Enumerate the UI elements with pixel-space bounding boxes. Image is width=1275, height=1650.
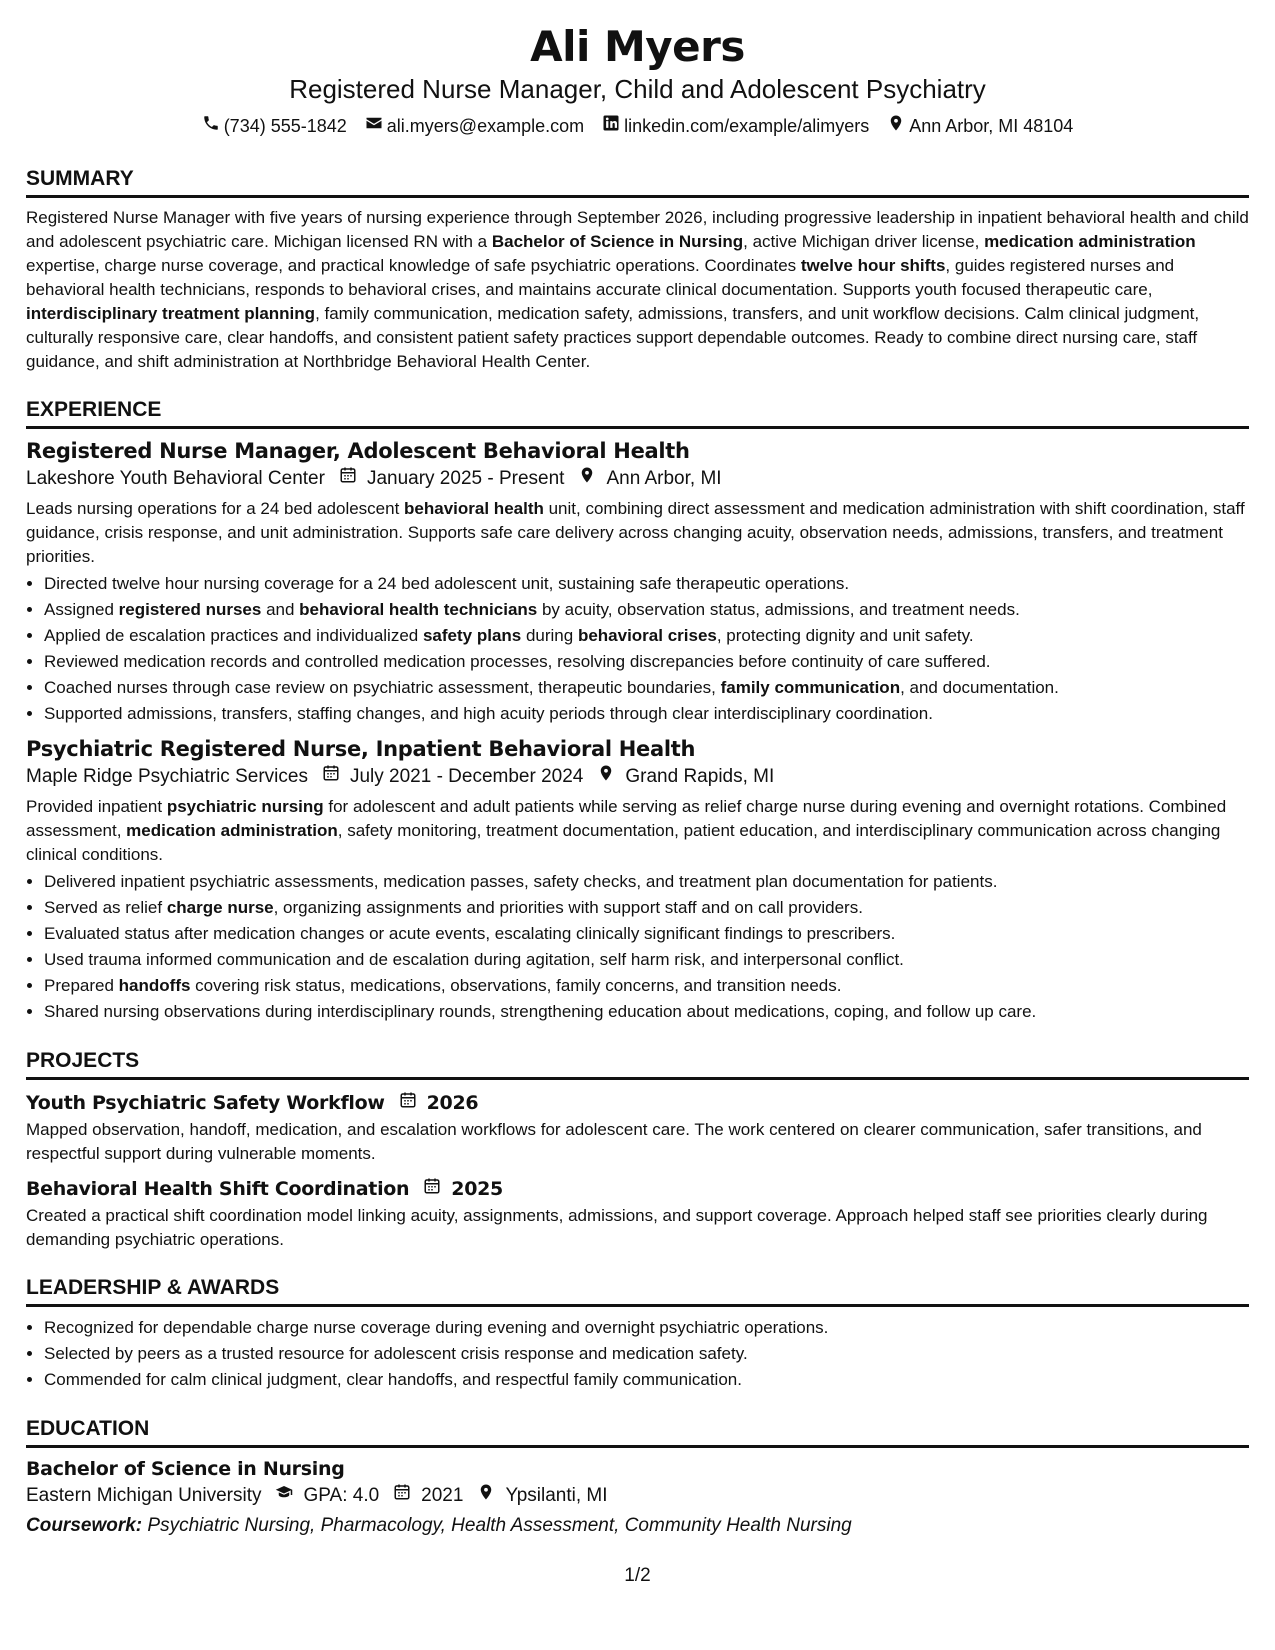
list-item: • Selected by peers as a trusted resource for adolescent crisis response and medication safety. bbox=[44, 1341, 1249, 1367]
summary-text: Registered Nurse Manager with five years of nursing experience through September 2026, including progressive leadership in inpatient behavioral health and child and adolescent psychiatric care. Michigan licensed RN with a Bachelor of Science in Nursing, active Michigan driver license, medication administration expertise, charge nurse coverage, and practical knowledge of safe psychiatric operations. Coordinates twelve hour shifts, guides registered nurses and behavioral health technicians, responds to behavioral crises, and maintains accurate clinical documentation. Supports youth focused therapeutic care, interdisciplinary treatment planning, family communication, medication safety, admissions, transfers, and unit workflow decisions. Calm clinical judgment, culturally responsive care, clear handoffs, and consistent patient safety practices support dependable outcomes. Ready to combine direct nursing care, staff guidance, and shift administration at Northbridge Behavioral Health Center. bbox=[26, 208, 1249, 371]
job-dates: January 2025 - Present bbox=[366, 468, 565, 489]
map-pin-icon bbox=[887, 113, 905, 139]
project-entry bbox=[26, 1176, 1249, 1252]
list-item: • Reviewed medication records and controlled medication processes, resolving discrepancies before continuity of care suffered. bbox=[44, 649, 1249, 675]
project-year: 2025 bbox=[451, 1178, 503, 1200]
projects-section bbox=[26, 1047, 1249, 1252]
leadership-list bbox=[26, 1315, 1249, 1393]
calendar-icon bbox=[419, 1176, 441, 1202]
calendar-icon bbox=[395, 1090, 417, 1116]
phone-text: (734) 555-1842 bbox=[223, 116, 347, 136]
list-item: • Supported admissions, transfers, staffing changes, and high acuity periods through clear interdisciplinary coordination. bbox=[44, 701, 1249, 727]
job-dates: July 2021 - December 2024 bbox=[349, 766, 584, 787]
linkedin-text: linkedin.com/example/alimyers bbox=[624, 116, 870, 136]
resume-page bbox=[26, 20, 1249, 1540]
section-title: LEADERSHIP & AWARDS bbox=[26, 1274, 1249, 1307]
list-item: • Served as relief charge nurse, organizing assignments and priorities with support staff and on call providers. bbox=[44, 895, 1249, 921]
project-title: Youth Psychiatric Safety Workflow bbox=[26, 1092, 385, 1114]
project-description: Mapped observation, handoff, medication, and escalation workflows for adolescent care. The work centered on clearer communication, safer transitions, and respectful support during vulnerable moments. bbox=[26, 1120, 1202, 1163]
contact-location bbox=[887, 113, 1073, 139]
contact-linkedin[interactable] bbox=[602, 113, 869, 139]
coursework-list: Psychiatric Nursing, Pharmacology, Health Assessment, Community Health Nursing bbox=[147, 1515, 852, 1536]
list-item: • Applied de escalation practices and individualized safety plans during behavioral crises, protecting dignity and unit safety. bbox=[44, 623, 1249, 649]
job-location: Grand Rapids, MI bbox=[625, 766, 775, 787]
list-item: • Commended for calm clinical judgment, clear handoffs, and respectful family communication. bbox=[44, 1367, 1249, 1393]
coursework bbox=[26, 1512, 1249, 1540]
list-item: • Recognized for dependable charge nurse coverage during evening and overnight psychiatric operations. bbox=[44, 1315, 1249, 1341]
list-item: • Coached nurses through case review on psychiatric assessment, therapeutic boundaries, family communication, and documentation. bbox=[44, 675, 1249, 701]
list-item: • Prepared handoffs covering risk status, medications, observations, family concerns, and transition needs. bbox=[44, 973, 1249, 999]
job-bullets bbox=[26, 571, 1249, 727]
job-description: Provided inpatient psychiatric nursing for adolescent and adult patients while serving as relief charge nurse during evening and overnight rotations. Combined assessment, medication administration, safety monitoring, treatment documentation, patient education, and interdisciplinary communication across changing clinical conditions. bbox=[26, 797, 1227, 864]
contact-phone[interactable] bbox=[202, 113, 347, 139]
leadership-section bbox=[26, 1274, 1249, 1393]
contact-email[interactable] bbox=[365, 113, 584, 139]
list-item: • Shared nursing observations during interdisciplinary rounds, strengthening education about medications, coping, and follow up care. bbox=[44, 999, 1249, 1025]
email-text: ali.myers@example.com bbox=[386, 116, 585, 136]
job-meta bbox=[26, 465, 1249, 493]
project-description: Created a practical shift coordination model linking acuity, assignments, admissions, and support coverage. Approach helped staff see priorities clearly during demanding psychiatric operations. bbox=[26, 1206, 1208, 1249]
section-title: EXPERIENCE bbox=[26, 396, 1249, 429]
job-description: Leads nursing operations for a 24 bed adolescent behavioral health unit, combining direct assessment and medication administration with shift coordination, staff guidance, crisis response, and unit administration. Supports safe care delivery across changing acuity, observation needs, admissions, transfers, and treatment priorities. bbox=[26, 499, 1245, 566]
list-item: • Used trauma informed communication and de escalation during agitation, self harm risk, and interpersonal conflict. bbox=[44, 947, 1249, 973]
map-pin-icon bbox=[593, 763, 615, 791]
page-number: 1/2 bbox=[624, 1565, 651, 1586]
location-text: Ann Arbor, MI 48104 bbox=[909, 116, 1074, 136]
coursework-label: Coursework: bbox=[26, 1515, 143, 1536]
job-organization: Maple Ridge Psychiatric Services bbox=[26, 766, 308, 787]
contact-bar bbox=[26, 113, 1249, 139]
job-title: Registered Nurse Manager, Adolescent Behavioral Health bbox=[26, 439, 690, 463]
map-pin-icon bbox=[574, 465, 596, 493]
list-item: • Delivered inpatient psychiatric assessments, medication passes, safety checks, and treatment plan documentation for patients. bbox=[44, 869, 1249, 895]
envelope-icon bbox=[365, 113, 383, 139]
education-meta bbox=[26, 1482, 1249, 1510]
project-header bbox=[26, 1090, 1249, 1116]
project-year: 2026 bbox=[426, 1092, 479, 1114]
graduation-cap-icon bbox=[271, 1482, 293, 1510]
job-organization: Lakeshore Youth Behavioral Center bbox=[26, 468, 325, 489]
candidate-headline: Registered Nurse Manager, Child and Adolescent Psychiatry bbox=[289, 74, 986, 104]
job-entry bbox=[26, 437, 1249, 727]
list-item: • Evaluated status after medication changes or acute events, escalating clinically significant findings to prescribers. bbox=[44, 921, 1249, 947]
calendar-icon bbox=[335, 465, 357, 493]
section-title: SUMMARY bbox=[26, 165, 1249, 198]
gpa-text: GPA: 4.0 bbox=[303, 1485, 380, 1506]
project-header bbox=[26, 1176, 1249, 1202]
job-bullets bbox=[26, 869, 1249, 1025]
school-name: Eastern Michigan University bbox=[26, 1485, 262, 1506]
candidate-name: Ali Myers bbox=[530, 22, 745, 71]
map-pin-icon bbox=[473, 1482, 495, 1510]
project-title: Behavioral Health Shift Coordination bbox=[26, 1178, 410, 1200]
project-entry bbox=[26, 1090, 1249, 1166]
phone-icon bbox=[202, 113, 220, 139]
job-title: Psychiatric Registered Nurse, Inpatient Behavioral Health bbox=[26, 737, 696, 761]
experience-section bbox=[26, 396, 1249, 1025]
section-title: PROJECTS bbox=[26, 1047, 1249, 1080]
school-location: Ypsilanti, MI bbox=[505, 1485, 608, 1506]
section-title: EDUCATION bbox=[26, 1415, 1249, 1448]
linkedin-icon bbox=[602, 113, 620, 139]
job-location: Ann Arbor, MI bbox=[606, 468, 722, 489]
job-meta bbox=[26, 763, 1249, 791]
list-item: • Directed twelve hour nursing coverage for a 24 bed adolescent unit, sustaining safe therapeutic operations. bbox=[44, 571, 1249, 597]
summary-section bbox=[26, 165, 1249, 374]
education-section bbox=[26, 1415, 1249, 1540]
calendar-icon bbox=[318, 763, 340, 791]
list-item: • Assigned registered nurses and behavioral health technicians by acuity, observation status, admissions, and treatment needs. bbox=[44, 597, 1249, 623]
job-entry bbox=[26, 735, 1249, 1025]
degree-title: Bachelor of Science in Nursing bbox=[26, 1458, 345, 1480]
calendar-icon bbox=[389, 1482, 411, 1510]
graduation-year: 2021 bbox=[421, 1485, 464, 1506]
